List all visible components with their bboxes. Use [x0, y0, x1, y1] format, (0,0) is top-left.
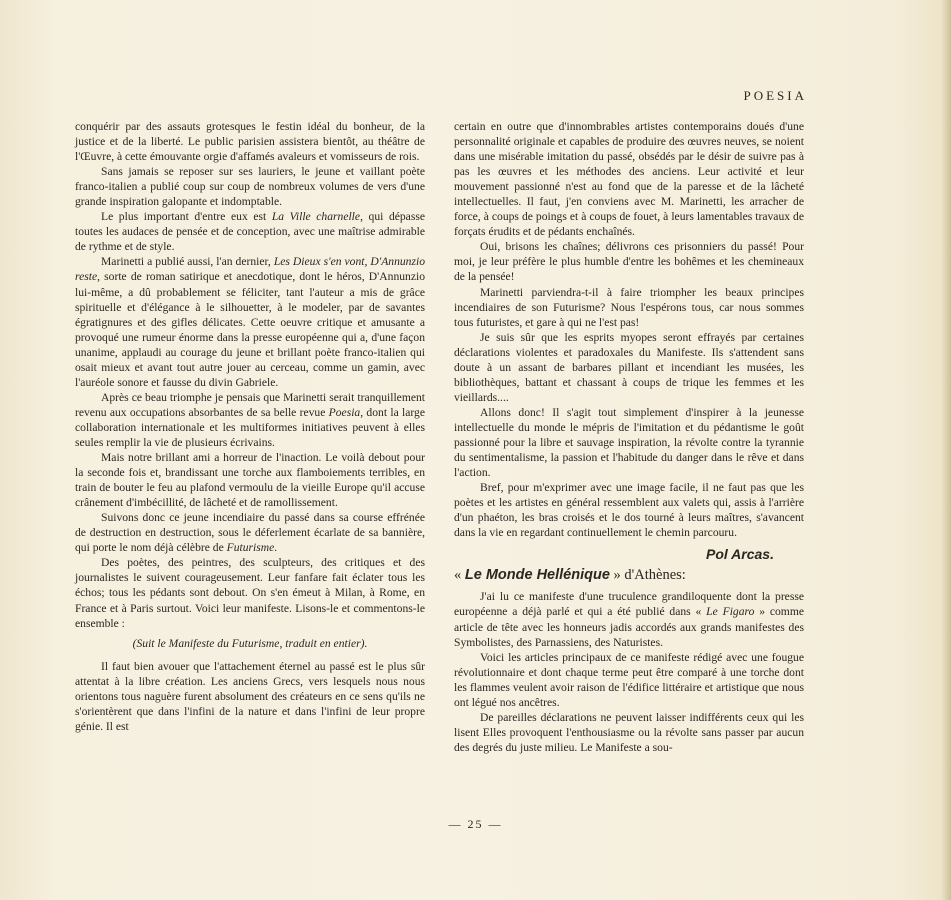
- running-header: POESIA: [743, 88, 807, 103]
- right-column: [454, 119, 804, 755]
- paragraph: Le plus important d'entre eux est La Ville charnelle, qui dépasse toutes les audaces de pensée et de conception, avec une maîtrise admirable de rythme et de style.: [75, 210, 425, 254]
- page-number: — 25 —: [448, 817, 503, 831]
- paragraph: De pareilles déclarations ne peuvent laisser indifférents ceux qui les lisent Elles provoquent l'enthousiasme ou la révolte sans passer par aucun des degrés du juste milieu. Le Manifeste a sou-: [454, 710, 804, 754]
- paragraph: Allons donc! Il s'agit tout simplement d'inspirer à la jeunesse intellectuelle du monde le mépris de l'imitation et du pédantisme le goût passionné pour la libre et sauvage inspiration, la révolte contre la tyrannie du sentimentalisme, la passion et l'habitude du danger dans le rêve et dans l'action.: [454, 405, 804, 480]
- page-edge-shadow: [941, 0, 951, 900]
- section-heading: « Le Monde Hellénique » d'Athènes:: [454, 567, 686, 584]
- paragraph: Sans jamais se reposer sur ses lauriers, le jeune et vaillant poète franco-italien a publié coup sur coup de nombreux volumes de vers d'une grande inspiration galopante et indomptable.: [75, 165, 425, 209]
- paragraph: Oui, brisons les chaînes; délivrons ces prisonniers du passé! Pour moi, je leur préfère le plus humble d'entre les bohêmes et les chemineaux de la pensée!: [454, 240, 804, 284]
- paragraph: conquérir par des assauts grotesques le festin idéal du bonheur, de la justice et de la liberté. Le public parisien assistera bientôt, au théâtre de l'Œuvre, à cette émouvante orgie d'affamés avaleurs et vomisseurs de rois.: [75, 120, 425, 164]
- paragraph: Marinetti parviendra-t-il à faire triompher les beaux principes incendiaires de son Futurisme? Nous l'espérons tous, car nous sommes tous futuristes, et gare à qui ne l'est pas!: [454, 285, 804, 329]
- paragraph: Après ce beau triomphe je pensais que Marinetti serait tranquillement revenu aux occupations absorbantes de sa belle revue Poesia, dont la large collaboration internationale et les multiformes initiatives peuvent à elles seules remplir la vie de plusieurs écrivains.: [75, 390, 425, 449]
- paragraph: Mais notre brillant ami a horreur de l'inaction. Le voilà debout pour la seconde fois et, brandissant une torche aux flamboiements terribles, en train de bouter le feu au plafond vermoulu de la vieille Europe qu'il accuse crânement d'imbécillité, de lâcheté et de ramollissement.: [75, 451, 425, 510]
- paragraph: Voici les articles principaux de ce manifeste rédigé avec une fougue révolutionnaire et dont chaque terme peut être comparé à une torche dont les flammes veulent avoir raison de l'édifice littéraire et artistique que nous ont légué nos ancêtres.: [454, 650, 804, 709]
- paragraph: Des poètes, des peintres, des sculpteurs, des critiques et des journalistes le suivent courageusement. Leur fanfare fait éclater tous les échos; tous les pédants sont debout. On s'en émeut à Milan, à Rome, en France et à Paris surtout. Voici leur manifeste. Lisons-le et commentons-le ensemble :: [75, 556, 425, 630]
- book-title: La Ville charnelle: [271, 210, 361, 224]
- paragraph: Bref, pour m'exprimer avec une image facile, il ne faut pas que les poètes et les artistes en général ressemblent aux valets qui, assis à l'arrière d'un phaéton, les bras croisés et le dos tourné à leurs maîtres, s'avancent dans la vie en regardant continuellement le chemin parcouru.: [454, 481, 804, 540]
- author-signature: Pol Arcas.: [706, 546, 774, 563]
- paragraph: Suivons donc ce jeune incendiaire du passé dans sa course effrénée de destruction en destruction, sous le déferlement écarlate de sa bannière, qui porte le nom déjà célèbre de Futurisme.: [75, 511, 425, 555]
- paragraph: certain en outre que d'innombrables artistes contemporains doués d'une personnalité originale et capables de produire des œuvres neuves, se noient dans une misérable imitation du passé, obsédés par le désir de suivre pas à pas les œuvres et les méthodes des anciens. Leur activité et leur mouvement passionné n'est au fond que de la paresse et de la lâcheté intellectuelles. Il faut, j'en conviens avec M. Marinetti, les arracher de force, à coups de poings et à coups de fouet, à leurs lamentables travaux de forçats érudits et de pédants enchaînés.: [454, 120, 804, 239]
- paragraph: Il faut bien avouer que l'attachement éternel au passé est le plus sûr attentat à la libre création. Les anciens Grecs, vers lesquels nous nous orientons tous naguère furent absolument des créateurs en ce sens qu'ils ne s'orientèrent que dans l'infini de la nature et dans l'infini de leur propre génie. Il est: [75, 659, 425, 733]
- journal-title: Poesia: [328, 405, 361, 419]
- paragraph: Je suis sûr que les esprits myopes seront effrayés par certaines déclarations violentes et paradoxales du Manifeste. Ils s'attendent sans doute à un assant de barbares pillant et incendiant les musées, les bibliothèques, battant et chassant à coups de trique les femmes et les vieillards....: [454, 330, 804, 404]
- newspaper-title: Le Figaro: [706, 605, 755, 619]
- book-title: Les Dieux s'en vont, D'Annunzio reste: [75, 255, 426, 284]
- left-column: [75, 119, 425, 734]
- movement-title: Futurisme: [226, 541, 275, 555]
- editorial-note: (Suit le Manifeste du Futurisme, traduit en entier).: [132, 636, 368, 650]
- newspaper-title: Le Monde Hellénique: [464, 567, 610, 584]
- paragraph: J'ai lu ce manifeste d'une truculence grandiloquente dont la presse européenne a déjà parlé et qui a été publié dans « Le Figaro » comme article de tête avec les honneurs jadis accordés aux grands manifestes des Symbolistes, des Parnassiens, des Naturistes.: [454, 590, 804, 649]
- paragraph: Marinetti a publié aussi, l'an dernier, Les Dieux s'en vont, D'Annunzio reste, sorte de roman satirique et anecdotique, dont le héros, D'Annunzio lui-même, a dû probablement se féliciter, tant l'auteur a mis de grâce spirituelle et d'élégance à le silhouetter, à le modeler, par de savantes égratignures et des gifles délicates. Cette oeuvre critique et amusante a provoqué une rumeur énorme dans la presse européenne qui a, d'une façon unanime, applaudi au courage du jeune et brillant poète franco-italien qui osait mieux et avant tout autre jouer au cerceau, comme un gamin, avec l'auréole sonore et fausse du divin Gabriele.: [75, 255, 426, 389]
